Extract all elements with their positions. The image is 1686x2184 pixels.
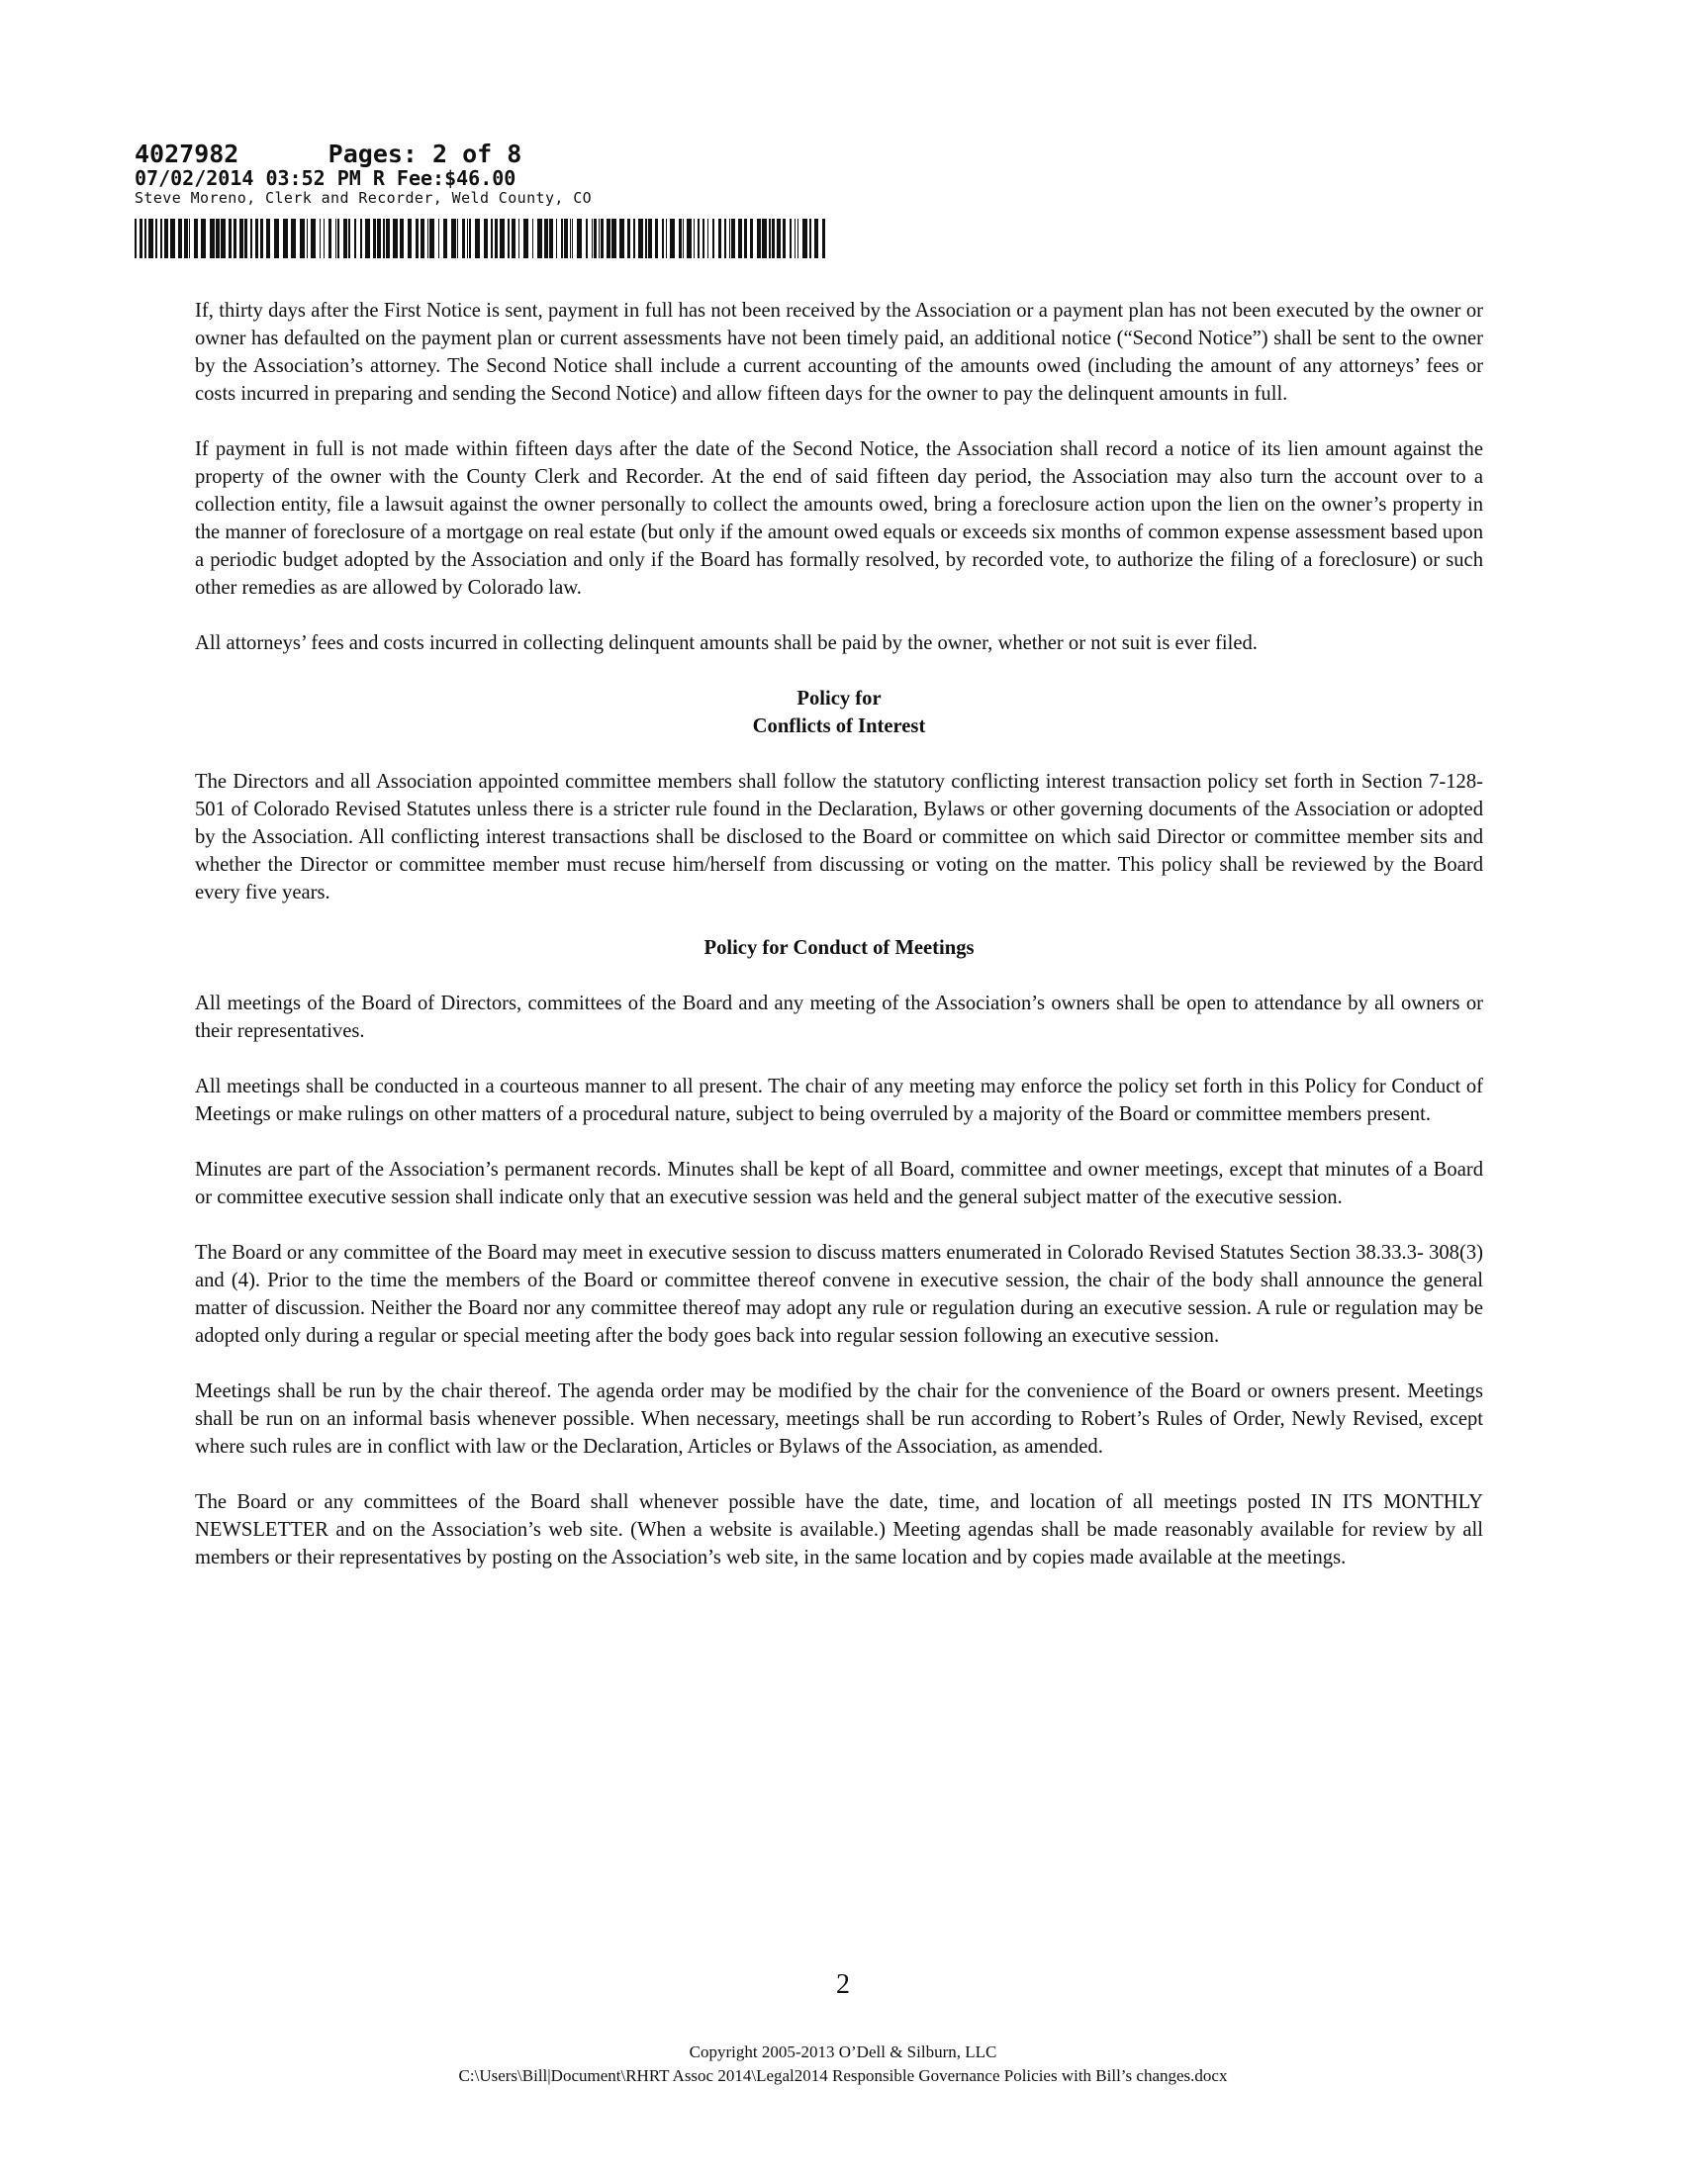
barcode-bar [619,219,624,258]
paragraph-minutes: Minutes are part of the Association’s permanent records. Minutes shall be kept of all Board, committee and owner meetings, except that minutes of a Board or committee executive session shall indicate only that an executive session was held and the general subject matter of the executive session. [195,1159,1483,1208]
paragraph-conflicts-policy: The Directors and all Association appointed committee members shall follow the statutory conflicting interest transaction policy set forth in Section 7-128-501 of Colorado Revised Statutes unless there is a stricter rule found in the Declaration, Bylaws or other governing documents of the Association or adopted by the Association. All conflicting interest transactions shall be disclosed to the Board or committee on which said Director or committee member sits and whether the Director or committee member must recuse him/herself from discussing or voting on the matter. This policy shall be reviewed by the Board every five years. [195,771,1483,903]
barcode-bar [707,219,708,258]
barcode-bar [469,219,471,258]
barcode-bar [627,219,630,258]
footer-file-path: C:\Users\Bill|Document\RHRT Assoc 2014\Legal2014 Responsible Governance Policies with Bill’s changes.docx [458,2066,1228,2085]
barcode-bar [724,219,726,258]
barcode-bar [484,219,488,258]
barcode-bar [712,219,714,258]
barcode-bar [244,219,247,258]
barcode-bar [416,219,419,258]
barcode-bar [592,219,593,258]
barcode-bar [638,219,643,258]
barcode-bar [408,219,412,258]
barcode-bar [731,219,735,258]
barcode-bar [300,219,305,258]
barcode-bar [491,219,493,258]
barcode-bar [822,219,825,258]
page-footer [0,2041,1686,2088]
page-number: 2 [836,1969,850,2000]
barcode-bar [738,219,742,258]
barcode-bar [718,219,721,258]
barcode-bar [523,219,528,258]
barcode-bar [611,219,616,258]
barcode-bar [633,219,635,258]
barcode-bar [648,219,652,258]
barcode-bar [365,219,370,258]
barcode-bar [155,219,157,258]
barcode-bar [694,219,695,258]
barcode-bar [687,219,692,258]
document-body [195,297,1483,1599]
barcode-bar [144,219,146,258]
barcode-bar [518,219,519,258]
barcode-bar [184,219,188,258]
barcode-bar [645,219,647,258]
barcode-bar [229,219,232,258]
barcode-bar [702,219,704,258]
barcode-bar [594,219,597,258]
barcode-bar [599,219,600,258]
barcode-bar [790,219,792,258]
barcode-bar [586,219,588,258]
barcode-bar [194,219,198,258]
barcode-bar [164,219,168,258]
barcode-bar [429,219,434,258]
barcode-bar [495,219,498,258]
barcode-bar [337,219,339,258]
barcode-bar [328,219,331,258]
barcode-bar [802,219,807,258]
barcode-bar [809,219,811,258]
paragraph-run-by-chair: Meetings shall be run by the chair thereof. The agenda order may be modified by the chair for the convenience of the Board or owners present. Meetings shall be run on an informal basis whenever possible. When necessary, meetings shall be run according to Robert’s Rules of Order, Newly Revised, except where such rules are in conflict with law or the Declaration, Articles or Bylaws of the Association, as amended. [195,1380,1483,1458]
barcode-bar [744,219,747,258]
barcode-bar [556,219,557,258]
barcode-bar [772,219,775,258]
heading-line: Policy for [796,688,882,710]
barcode-bar [607,219,610,258]
barcode-bar [814,219,818,258]
barcode-bar [386,219,390,258]
barcode-bar [757,219,761,258]
barcode-bar [210,219,215,258]
barcode-bar [266,219,270,258]
barcode-bar [670,219,675,258]
barcode-bar [239,219,243,258]
barcode-bar [320,219,321,258]
barcode-bar [274,219,279,258]
barcode-bar [427,219,428,258]
recording-fee: R Fee:$46.00 [372,166,516,190]
barcode-bar [360,219,362,258]
barcode-bar [655,219,658,258]
barcode-bar [393,219,398,258]
barcode-bar [577,219,582,258]
paragraph-courteous-conduct: All meetings shall be conducted in a courteous manner to all present. The chair of any meeting may enforce the policy set forth in this Policy for Conduct of Meetings or make rulings on other matters of a procedural nature, subject to being overruled by a majority of the Board or committee members present. [195,1076,1483,1125]
paragraph-executive-session: The Board or any committee of the Board may meet in executive session to discuss matters enumerated in Colorado Revised Statutes Section 38.33.3- 308(3) and (4). Prior to the time the members of the Board or committee thereof convene in executive session, the chair of the body shall announce the general matter of discussion. Neither the Board nor any committee thereof may adopt any rule or regulation during an executive session. A rule or regulation may be adopted only during a regular or special meeting after the body goes back into regular session following an executive session. [195,1242,1483,1347]
barcode-bar [250,219,252,258]
barcode-bar [762,219,767,258]
barcode-bar [532,219,533,258]
paragraph-open-meetings: All meetings of the Board of Directors, committees of the Board and any meeting of the Association’s owners shall be open to attendance by all owners or their representatives. [195,993,1483,1042]
barcode-bar [679,219,682,258]
barcode-bar [311,219,316,258]
barcode-bar [451,219,456,258]
barcode-bar [201,219,206,258]
barcode-bar [750,219,753,258]
barcode-bar [438,219,439,258]
barcode-bar [544,219,548,258]
barcode-bar [373,219,376,258]
barcode-bar [570,219,571,258]
barcode-bar [383,219,385,258]
barcode-bar [377,219,381,258]
paragraph-attorneys-fees: All attorneys’ fees and costs incurred in collecting delinquent amounts shall be paid by the owner, whether or not suit is ever filed. [195,632,1258,654]
barcode-bar [343,219,347,258]
barcode-bar [549,219,553,258]
barcode-bar [662,219,664,258]
barcode-bar [140,219,142,258]
barcode-bar [683,219,684,258]
barcode-bar [777,219,781,258]
stamp-line-date [135,167,592,189]
barcode-bar [170,219,175,258]
recording-barcode [135,219,827,258]
page-count: Pages: 2 of 8 [328,140,522,168]
barcode-bar [178,219,182,258]
barcode-bar [467,219,468,258]
heading-line: Conflicts of Interest [752,715,926,737]
barcode-bar [421,219,424,258]
barcode-bar [148,219,153,258]
barcode-bar [160,219,162,258]
stamp-line-reception [135,141,592,167]
barcode-bar [797,219,798,258]
barcode-bar [572,219,573,258]
barcode-bar [769,219,771,258]
barcode-bar [457,219,458,258]
barcode-bar [512,219,515,258]
paragraph-second-notice: If, thirty days after the First Notice is sent, payment in full has not been received by the Association or a payment plan has not been executed by the owner or owner has defaulted on the payment plan or current assessments have not been timely paid, an additional notice (“Second Notice”) shall be sent to the owner by the Association’s attorney. The Second Notice shall include a current accounting of the amounts owed (including the amount of any attorneys’ fees or costs incurred in preparing and sending the Second Notice) and allow fifteen days for the owner to pay the delinquent amounts in full. [195,300,1483,405]
heading-line: Policy for Conduct of Meetings [703,937,975,959]
barcode-bar [234,219,236,258]
barcode-bar [508,219,510,258]
barcode-bar [335,219,336,258]
barcode-bar [537,219,542,258]
barcode-bar [601,219,604,258]
reception-number: 4027982 [135,140,239,168]
barcode-bar [354,219,356,258]
heading-conflicts-of-interest [195,685,1483,740]
recording-datetime: 07/02/2014 03:52 PM [135,166,361,190]
barcode-bar [255,219,258,258]
barcode-bar [400,219,404,258]
footer-copyright: Copyright 2005-2013 O’Dell & Silburn, LLC [689,2042,997,2061]
barcode-bar [291,219,296,258]
barcode-bar [189,219,190,258]
barcode-bar [216,219,220,258]
barcode-bar [260,219,263,258]
barcode-bar [729,219,730,258]
barcode-bar [283,219,288,258]
barcode-bar [135,219,137,258]
barcode-bar [348,219,350,258]
barcode-bar [324,219,325,258]
barcode-bar [795,219,796,258]
barcode-bar [475,219,480,258]
barcode-bar [561,219,563,258]
paragraph-meeting-notice: The Board or any committees of the Board shall whenever possible have the date, time, and location of all meetings posted IN ITS MONTHLY NEWSLETTER and on the Association’s web site. (When a website is available.) Meeting agendas shall be made reasonably available for review by all members or their representatives by posting on the Association’s web site, in the same location and by copies made available at the meetings. [195,1491,1483,1568]
barcode-bar [666,219,667,258]
barcode-bar [462,219,465,258]
barcode-bar [500,219,505,258]
heading-conduct-of-meetings [195,934,1483,962]
barcode-bar [307,219,308,258]
barcode-bar [698,219,700,258]
recording-stamp [135,141,592,207]
barcode-bar [783,219,786,258]
barcode-bar [564,219,568,258]
barcode-bar [443,219,447,258]
paragraph-lien-and-remedies: If payment in full is not made within fifteen days after the date of the Second Notice, the Association shall record a notice of its lien amount against the property of the owner with the County Clerk and Recorder. At the end of said fifteen day period, the Association may also turn the account over to a collection entity, file a lawsuit against the owner personally to collect the amounts owed, bring a foreclosure action upon the lien on the owner’s property in the manner of foreclosure of a mortgage on real estate (but only if the amount owed equals or exceeds six months of common expense assessment based upon a periodic budget adopted by the Association and only if the Board has formally resolved, by recorded vote, to authorize the filing of a foreclosure) or such other remedies as are allowed by Colorado law. [195,438,1483,599]
recorder-name: Steve Moreno, Clerk and Recorder, Weld County, CO [135,189,593,207]
barcode-bar [221,219,226,258]
